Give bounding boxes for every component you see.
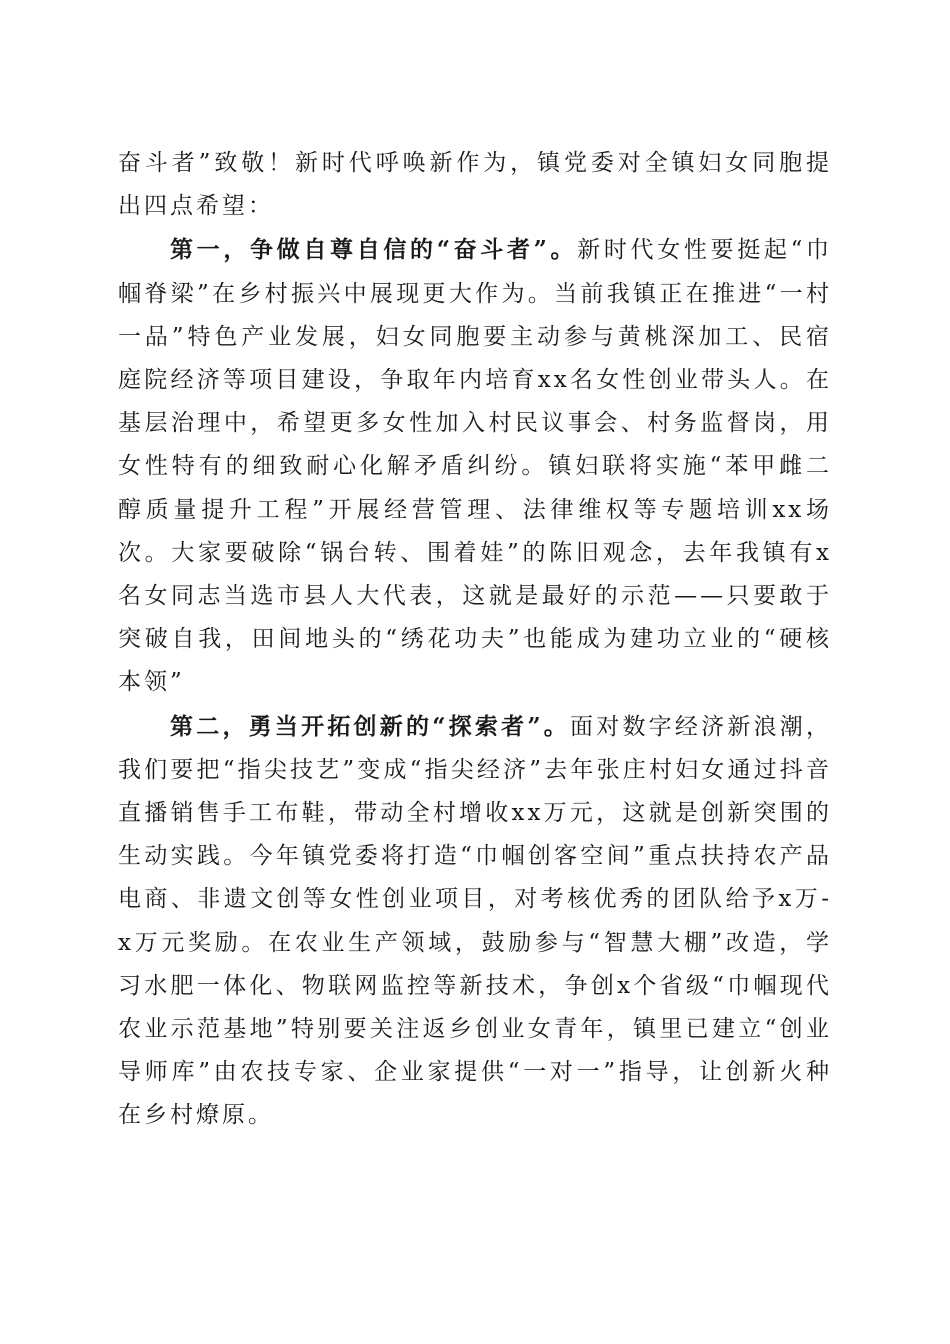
paragraph-second-hope-heading: 第二，勇当开拓创新的“探索者”。	[170, 712, 570, 740]
paragraph-first-hope-heading: 第一，争做自尊自信的“奋斗者”。	[170, 236, 578, 264]
paragraph-first-hope-text: 新时代女性要挺起“巾帼脊梁”在乡村振兴中展现更大作为。当前我镇正在推进“一村一品”特色产业发展，妇女同胞要主动参与黄桃深加工、民宿庭院经济等项目建设，争取年内培育xx名女性创业带头人。在基层治理中，希望更多女性加入村民议事会、村务监督岗，用女性特有的细致耐心化解矛盾纠纷。镇妇联将实施“苯甲雌二醇质量提升工程”开展经营管理、法律维权等专题培训xx场次。大家要破除“锅台转、围着娃”的陈旧观念，去年我镇有x名女同志当选市县人大代表，这就是最好的示范——只要敢于突破自我，田间地头的“绣花功夫”也能成为建功立业的“硬核本领”	[118, 237, 832, 696]
paragraph-intro-text: 奋斗者”致敬！新时代呼唤新作为，镇党委对全镇妇女同胞提出四点希望：	[118, 150, 832, 220]
paragraph-intro	[118, 142, 832, 228]
paragraph-second-hope	[118, 705, 832, 1138]
document-body	[118, 142, 832, 1138]
paragraph-second-hope-text: 面对数字经济新浪潮，我们要把“指尖技艺”变成“指尖经济”去年张庄村妇女通过抖音直播销售手工布鞋，带动全村增收xx万元，这就是创新突围的生动实践。今年镇党委将打造“巾帼创客空间”重点扶持农产品电商、非遗文创等女性创业项目，对考核优秀的团队给予x万-x万元奖励。在农业生产领域，鼓励参与“智慧大棚”改造，学习水肥一体化、物联网监控等新技术，争创x个省级“巾帼现代农业示范基地”特别要关注返乡创业女青年，镇里已建立“创业导师库”由农技专家、企业家提供“一对一”指导，让创新火种在乡村燎原。	[118, 713, 832, 1129]
paragraph-first-hope	[118, 228, 832, 704]
